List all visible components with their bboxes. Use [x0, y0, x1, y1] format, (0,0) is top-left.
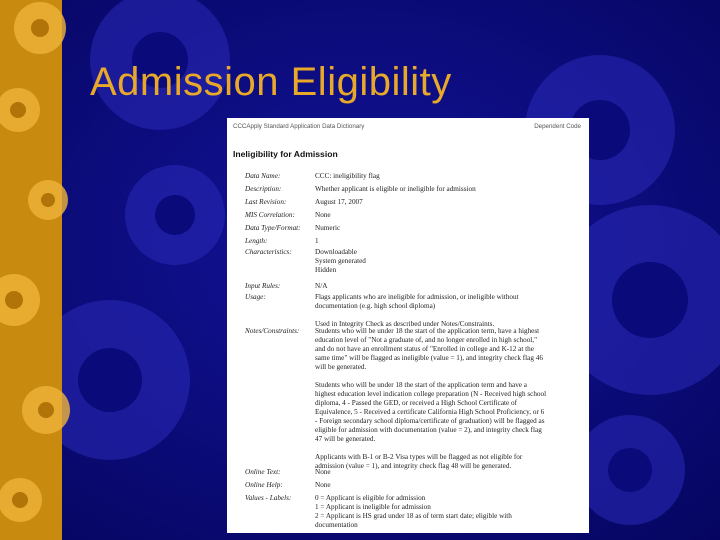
field-value-line: Applicants with B-1 or B-2 Visa types will be flagged as not eligible for: [315, 453, 523, 461]
field-value: [315, 282, 581, 291]
field-value-line: None: [315, 481, 331, 489]
field-value-line: documentation: [315, 521, 358, 529]
field-value: [315, 494, 581, 530]
field-key: Data Type/Format:: [245, 224, 301, 232]
field-value-line: highest education level indication college preparation (N - Received high school: [315, 390, 547, 398]
field-value-line: 2 = Applicant is HS grad under 18 as of term start date; eligible with: [315, 512, 512, 520]
field-value-line: education level of "Not a graduate of, and no longer enrolled in high school,": [315, 336, 538, 344]
field-value-line: [315, 311, 581, 320]
document-header-left: CCCApply Standard Application Data Dictionary: [233, 123, 365, 130]
field-key: Description:: [245, 185, 282, 193]
field-value-line: Students who will be under 18 the start of the application term and have a: [315, 381, 527, 389]
field-value-line: Downloadable: [315, 248, 357, 256]
field-value: [315, 198, 581, 207]
field-key: Online Text:: [245, 468, 281, 476]
field-value-line: and do not have an enrollment status of "Enrolled in college and K-12 at the: [315, 345, 534, 353]
field-key: Characteristics:: [245, 248, 292, 256]
document-image: [227, 118, 589, 533]
field-value-line: 0 = Applicant is eligible for admission: [315, 494, 426, 502]
field-value: [315, 481, 581, 490]
field-value-line: eligible for admission with documentation (value = 2), and integrity check flag: [315, 426, 542, 434]
field-value-line: 47 will be generated.: [315, 435, 376, 443]
field-value: [315, 327, 581, 471]
field-key: Data Name:: [245, 172, 281, 180]
field-value-line: Equivalence, 5 - Received a certificate California High School Proficiency, or 6: [315, 408, 545, 416]
field-value-line: Flags applicants who are ineligible for admission, or ineligible without: [315, 293, 519, 301]
field-value-line: Used in Integrity Check as described under Notes/Constraints.: [315, 320, 495, 328]
field-value-line: Whether applicant is eligible or ineligible for admission: [315, 185, 476, 193]
field-key: Notes/Constraints:: [245, 327, 300, 335]
field-key: Usage:: [245, 293, 266, 301]
field-value-line: - Foreign secondary school diploma/certificate of graduation) will be flagged as: [315, 417, 545, 425]
slide-title: Admission Eligibility: [90, 60, 452, 104]
field-value-line: [315, 444, 581, 453]
field-value-line: documentation (e.g. high school diploma): [315, 302, 436, 310]
field-key: Length:: [245, 237, 268, 245]
field-value: [315, 293, 581, 329]
field-value-line: CCC: ineligibility flag: [315, 172, 380, 180]
field-value-line: same time" will be flagged as ineligible (value = 1), and integrity check flag 46: [315, 354, 543, 362]
field-value: [315, 224, 581, 233]
field-value-line: 1 = Applicant is ineligible for admission: [315, 503, 431, 511]
field-value-line: Students who will be under 18 the start of the application term, have a highest: [315, 327, 540, 335]
field-value-line: None: [315, 468, 331, 476]
field-value-line: Hidden: [315, 266, 337, 274]
field-value-line: will be generated.: [315, 363, 367, 371]
field-value-line: [315, 372, 581, 381]
field-value: [315, 211, 581, 220]
field-key: MIS Correlation:: [245, 211, 295, 219]
field-key: Online Help:: [245, 481, 283, 489]
field-value-line: None: [315, 211, 331, 219]
field-value-line: N/A: [315, 282, 328, 290]
field-key: Last Revision:: [245, 198, 287, 206]
field-value-line: System generated: [315, 257, 366, 265]
field-value: [315, 237, 581, 246]
field-value-line: admission (value = 1), and integrity check flag 48 will be generated.: [315, 462, 512, 470]
field-value-line: August 17, 2007: [315, 198, 363, 206]
document-header-right: Dependent Code: [534, 123, 581, 130]
field-value-line: 1: [315, 237, 319, 245]
field-value: [315, 248, 581, 275]
field-value-line: diploma, 4 - Passed the GED, or received a High School Certificate of: [315, 399, 517, 407]
field-key: Input Rules:: [245, 282, 281, 290]
field-key: Values - Labels:: [245, 494, 292, 502]
field-value: [315, 172, 581, 181]
field-value: [315, 468, 581, 477]
field-value-line: Numeric: [315, 224, 341, 232]
document-header: [233, 123, 581, 130]
document-heading: Ineligibility for Admission: [233, 149, 338, 159]
field-value: [315, 185, 581, 194]
